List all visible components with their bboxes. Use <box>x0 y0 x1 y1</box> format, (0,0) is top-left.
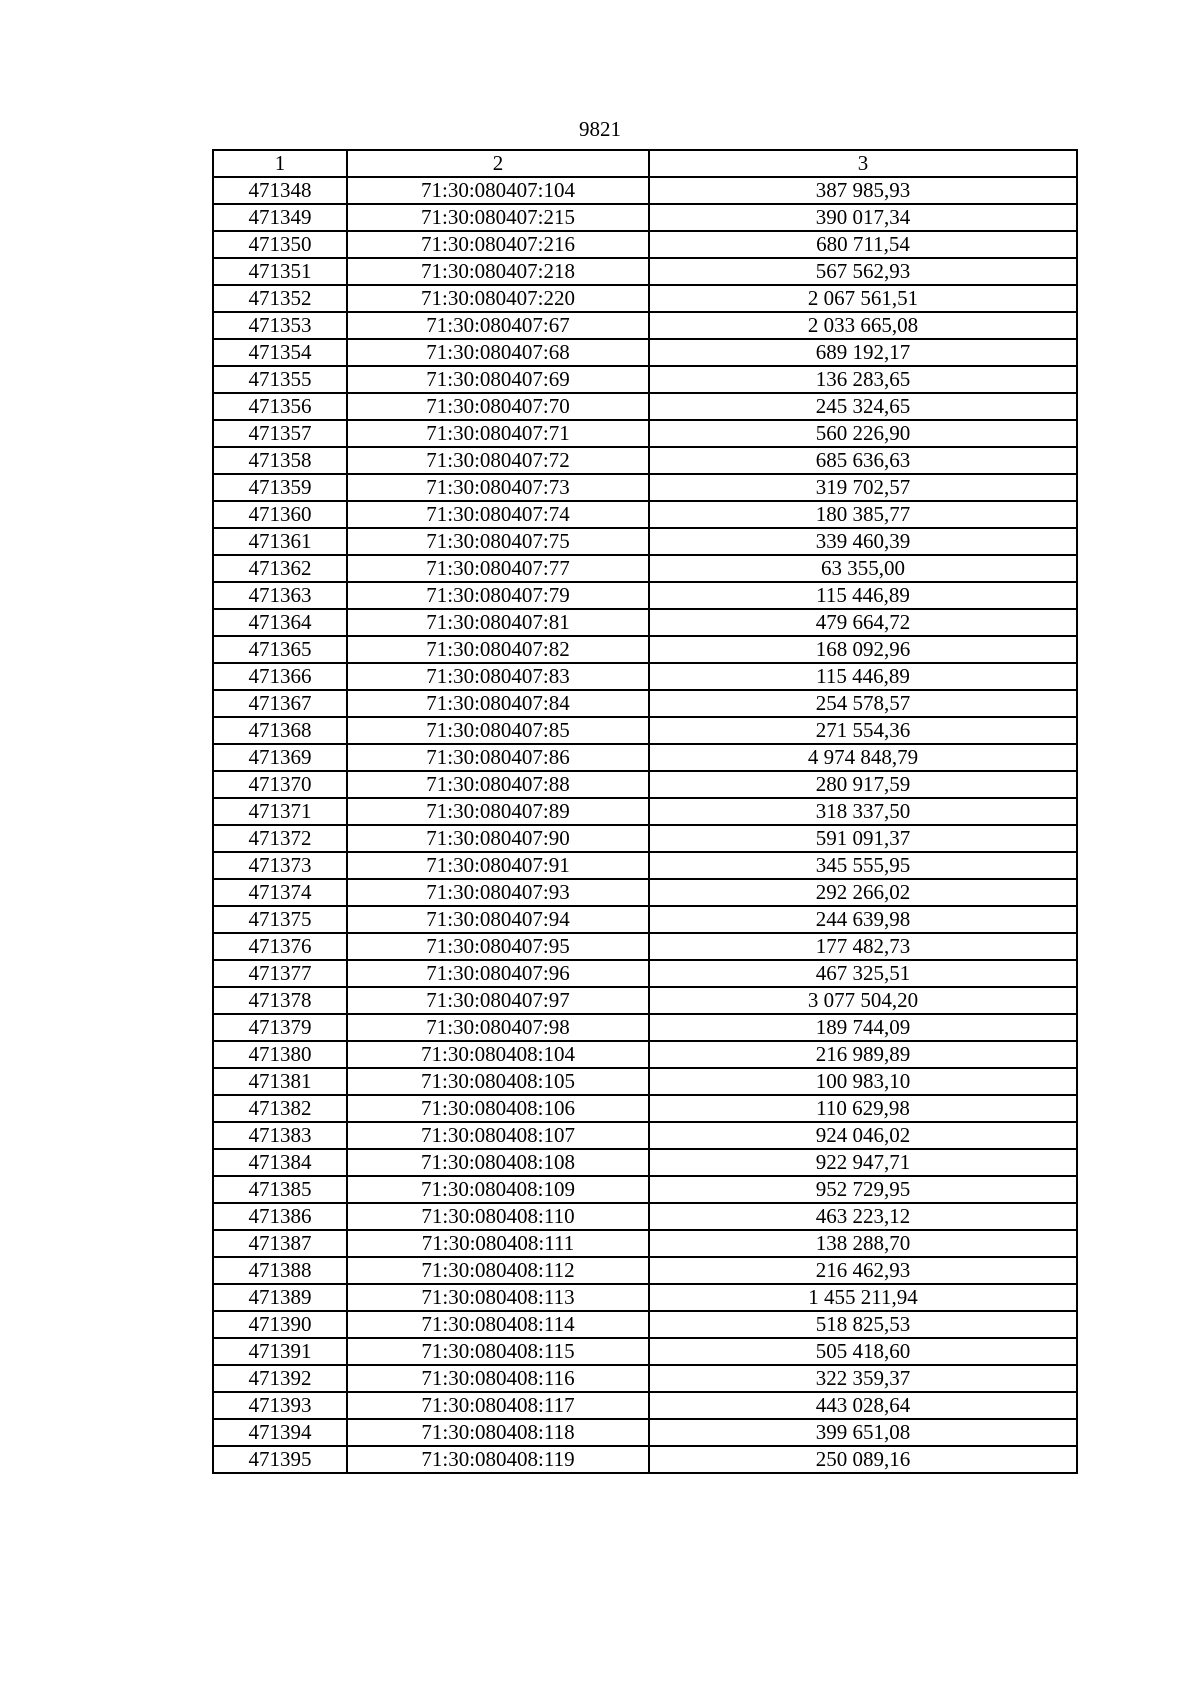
row-number-cell: 471360 <box>213 501 347 528</box>
cadastral-number-cell: 71:30:080407:90 <box>347 825 649 852</box>
value-cell: 685 636,63 <box>649 447 1077 474</box>
table-row <box>213 1041 1077 1068</box>
value-cell: 3 077 504,20 <box>649 987 1077 1014</box>
cadastral-number-cell: 71:30:080407:85 <box>347 717 649 744</box>
cadastral-number-cell: 71:30:080407:74 <box>347 501 649 528</box>
table-row <box>213 177 1077 204</box>
row-number-cell: 471385 <box>213 1176 347 1203</box>
cadastral-number-cell: 71:30:080407:95 <box>347 933 649 960</box>
table-row <box>213 1149 1077 1176</box>
value-cell: 387 985,93 <box>649 177 1077 204</box>
cadastral-number-cell: 71:30:080407:218 <box>347 258 649 285</box>
row-number-cell: 471389 <box>213 1284 347 1311</box>
table-row <box>213 312 1077 339</box>
table-row <box>213 1419 1077 1446</box>
row-number-cell: 471348 <box>213 177 347 204</box>
table-row <box>213 663 1077 690</box>
value-cell: 518 825,53 <box>649 1311 1077 1338</box>
column-header-2: 2 <box>347 150 649 177</box>
table-row <box>213 582 1077 609</box>
cadastral-number-cell: 71:30:080407:71 <box>347 420 649 447</box>
value-cell: 345 555,95 <box>649 852 1077 879</box>
value-cell: 189 744,09 <box>649 1014 1077 1041</box>
cadastral-number-cell: 71:30:080408:108 <box>347 1149 649 1176</box>
value-cell: 138 288,70 <box>649 1230 1077 1257</box>
cadastral-number-cell: 71:30:080408:112 <box>347 1257 649 1284</box>
cadastral-number-cell: 71:30:080407:97 <box>347 987 649 1014</box>
row-number-cell: 471358 <box>213 447 347 474</box>
value-cell: 216 462,93 <box>649 1257 1077 1284</box>
cadastral-number-cell: 71:30:080407:215 <box>347 204 649 231</box>
table-row <box>213 501 1077 528</box>
cadastral-number-cell: 71:30:080407:69 <box>347 366 649 393</box>
cadastral-number-cell: 71:30:080408:115 <box>347 1338 649 1365</box>
value-cell: 254 578,57 <box>649 690 1077 717</box>
table-row <box>213 258 1077 285</box>
row-number-cell: 471377 <box>213 960 347 987</box>
row-number-cell: 471379 <box>213 1014 347 1041</box>
cadastral-number-cell: 71:30:080408:118 <box>347 1419 649 1446</box>
table-row <box>213 1230 1077 1257</box>
table-row <box>213 1311 1077 1338</box>
table-row <box>213 879 1077 906</box>
cadastral-number-cell: 71:30:080407:93 <box>347 879 649 906</box>
row-number-cell: 471378 <box>213 987 347 1014</box>
value-cell: 479 664,72 <box>649 609 1077 636</box>
table-row <box>213 771 1077 798</box>
table-row <box>213 555 1077 582</box>
cadastral-number-cell: 71:30:080407:220 <box>347 285 649 312</box>
table-row <box>213 744 1077 771</box>
value-cell: 339 460,39 <box>649 528 1077 555</box>
value-cell: 463 223,12 <box>649 1203 1077 1230</box>
table-row <box>213 1176 1077 1203</box>
table-row <box>213 366 1077 393</box>
cadastral-number-cell: 71:30:080408:107 <box>347 1122 649 1149</box>
row-number-cell: 471369 <box>213 744 347 771</box>
row-number-cell: 471365 <box>213 636 347 663</box>
value-cell: 567 562,93 <box>649 258 1077 285</box>
cadastral-number-cell: 71:30:080407:96 <box>347 960 649 987</box>
page-number: 9821 <box>579 117 621 141</box>
cadastral-number-cell: 71:30:080407:75 <box>347 528 649 555</box>
row-number-cell: 471367 <box>213 690 347 717</box>
table-row <box>213 987 1077 1014</box>
table-row <box>213 1203 1077 1230</box>
value-cell: 922 947,71 <box>649 1149 1077 1176</box>
cadastral-number-cell: 71:30:080407:98 <box>347 1014 649 1041</box>
cadastral-number-cell: 71:30:080407:81 <box>347 609 649 636</box>
cadastral-number-cell: 71:30:080407:68 <box>347 339 649 366</box>
row-number-cell: 471383 <box>213 1122 347 1149</box>
row-number-cell: 471361 <box>213 528 347 555</box>
value-cell: 560 226,90 <box>649 420 1077 447</box>
cadastral-number-cell: 71:30:080407:94 <box>347 906 649 933</box>
table-row <box>213 393 1077 420</box>
row-number-cell: 471373 <box>213 852 347 879</box>
value-cell: 505 418,60 <box>649 1338 1077 1365</box>
value-cell: 467 325,51 <box>649 960 1077 987</box>
cadastral-number-cell: 71:30:080407:86 <box>347 744 649 771</box>
row-number-cell: 471359 <box>213 474 347 501</box>
table-row <box>213 933 1077 960</box>
row-number-cell: 471350 <box>213 231 347 258</box>
table-row <box>213 1068 1077 1095</box>
cadastral-number-cell: 71:30:080408:104 <box>347 1041 649 1068</box>
value-cell: 952 729,95 <box>649 1176 1077 1203</box>
cadastral-number-cell: 71:30:080407:73 <box>347 474 649 501</box>
table-row <box>213 609 1077 636</box>
row-number-cell: 471370 <box>213 771 347 798</box>
row-number-cell: 471393 <box>213 1392 347 1419</box>
table-header-row <box>213 150 1077 177</box>
table-row <box>213 717 1077 744</box>
row-number-cell: 471354 <box>213 339 347 366</box>
table-row <box>213 1284 1077 1311</box>
row-number-cell: 471390 <box>213 1311 347 1338</box>
value-cell: 591 091,37 <box>649 825 1077 852</box>
cadastral-number-cell: 71:30:080408:119 <box>347 1446 649 1473</box>
table-row <box>213 1446 1077 1473</box>
row-number-cell: 471381 <box>213 1068 347 1095</box>
value-cell: 100 983,10 <box>649 1068 1077 1095</box>
row-number-cell: 471388 <box>213 1257 347 1284</box>
row-number-cell: 471384 <box>213 1149 347 1176</box>
cadastral-number-cell: 71:30:080407:82 <box>347 636 649 663</box>
value-cell: 2 067 561,51 <box>649 285 1077 312</box>
row-number-cell: 471394 <box>213 1419 347 1446</box>
value-cell: 115 446,89 <box>649 663 1077 690</box>
row-number-cell: 471353 <box>213 312 347 339</box>
cadastral-number-cell: 71:30:080407:89 <box>347 798 649 825</box>
cadastral-number-cell: 71:30:080408:106 <box>347 1095 649 1122</box>
value-cell: 2 033 665,08 <box>649 312 1077 339</box>
value-cell: 271 554,36 <box>649 717 1077 744</box>
table-row <box>213 798 1077 825</box>
row-number-cell: 471386 <box>213 1203 347 1230</box>
table-row <box>213 231 1077 258</box>
value-cell: 216 989,89 <box>649 1041 1077 1068</box>
row-number-cell: 471371 <box>213 798 347 825</box>
table-row <box>213 1095 1077 1122</box>
data-table <box>212 149 1078 1474</box>
row-number-cell: 471392 <box>213 1365 347 1392</box>
value-cell: 115 446,89 <box>649 582 1077 609</box>
table-row <box>213 420 1077 447</box>
row-number-cell: 471395 <box>213 1446 347 1473</box>
column-header-1: 1 <box>213 150 347 177</box>
value-cell: 4 974 848,79 <box>649 744 1077 771</box>
table-row <box>213 447 1077 474</box>
value-cell: 250 089,16 <box>649 1446 1077 1473</box>
value-cell: 318 337,50 <box>649 798 1077 825</box>
table-row <box>213 960 1077 987</box>
value-cell: 292 266,02 <box>649 879 1077 906</box>
table-row <box>213 528 1077 555</box>
cadastral-number-cell: 71:30:080408:113 <box>347 1284 649 1311</box>
table-row <box>213 1122 1077 1149</box>
cadastral-number-cell: 71:30:080407:79 <box>347 582 649 609</box>
value-cell: 180 385,77 <box>649 501 1077 528</box>
cadastral-number-cell: 71:30:080407:77 <box>347 555 649 582</box>
value-cell: 319 702,57 <box>649 474 1077 501</box>
cadastral-number-cell: 71:30:080408:116 <box>347 1365 649 1392</box>
value-cell: 924 046,02 <box>649 1122 1077 1149</box>
row-number-cell: 471380 <box>213 1041 347 1068</box>
table-row <box>213 474 1077 501</box>
value-cell: 168 092,96 <box>649 636 1077 663</box>
value-cell: 443 028,64 <box>649 1392 1077 1419</box>
cadastral-number-cell: 71:30:080408:111 <box>347 1230 649 1257</box>
cadastral-number-cell: 71:30:080407:88 <box>347 771 649 798</box>
row-number-cell: 471364 <box>213 609 347 636</box>
table-row <box>213 285 1077 312</box>
cadastral-number-cell: 71:30:080408:105 <box>347 1068 649 1095</box>
row-number-cell: 471355 <box>213 366 347 393</box>
cadastral-number-cell: 71:30:080407:84 <box>347 690 649 717</box>
table-row <box>213 1392 1077 1419</box>
table-row <box>213 1338 1077 1365</box>
row-number-cell: 471391 <box>213 1338 347 1365</box>
column-header-3: 3 <box>649 150 1077 177</box>
value-cell: 280 917,59 <box>649 771 1077 798</box>
table-row <box>213 852 1077 879</box>
row-number-cell: 471362 <box>213 555 347 582</box>
table-row <box>213 204 1077 231</box>
value-cell: 390 017,34 <box>649 204 1077 231</box>
row-number-cell: 471366 <box>213 663 347 690</box>
cadastral-number-cell: 71:30:080408:114 <box>347 1311 649 1338</box>
cadastral-number-cell: 71:30:080407:91 <box>347 852 649 879</box>
row-number-cell: 471349 <box>213 204 347 231</box>
value-cell: 63 355,00 <box>649 555 1077 582</box>
cadastral-number-cell: 71:30:080407:70 <box>347 393 649 420</box>
row-number-cell: 471356 <box>213 393 347 420</box>
table-body <box>213 177 1077 1473</box>
table-row <box>213 1365 1077 1392</box>
value-cell: 245 324,65 <box>649 393 1077 420</box>
value-cell: 680 711,54 <box>649 231 1077 258</box>
row-number-cell: 471352 <box>213 285 347 312</box>
cadastral-number-cell: 71:30:080408:109 <box>347 1176 649 1203</box>
value-cell: 689 192,17 <box>649 339 1077 366</box>
table-row <box>213 1257 1077 1284</box>
row-number-cell: 471363 <box>213 582 347 609</box>
cadastral-number-cell: 71:30:080408:110 <box>347 1203 649 1230</box>
row-number-cell: 471372 <box>213 825 347 852</box>
cadastral-number-cell: 71:30:080408:117 <box>347 1392 649 1419</box>
row-number-cell: 471376 <box>213 933 347 960</box>
row-number-cell: 471387 <box>213 1230 347 1257</box>
cadastral-number-cell: 71:30:080407:67 <box>347 312 649 339</box>
cadastral-number-cell: 71:30:080407:72 <box>347 447 649 474</box>
row-number-cell: 471374 <box>213 879 347 906</box>
cadastral-number-cell: 71:30:080407:83 <box>347 663 649 690</box>
row-number-cell: 471357 <box>213 420 347 447</box>
table-row <box>213 636 1077 663</box>
table-row <box>213 906 1077 933</box>
cadastral-number-cell: 71:30:080407:216 <box>347 231 649 258</box>
value-cell: 399 651,08 <box>649 1419 1077 1446</box>
table-row <box>213 339 1077 366</box>
value-cell: 177 482,73 <box>649 933 1077 960</box>
table-row <box>213 1014 1077 1041</box>
value-cell: 136 283,65 <box>649 366 1077 393</box>
value-cell: 322 359,37 <box>649 1365 1077 1392</box>
value-cell: 244 639,98 <box>649 906 1077 933</box>
row-number-cell: 471368 <box>213 717 347 744</box>
value-cell: 1 455 211,94 <box>649 1284 1077 1311</box>
table-row <box>213 690 1077 717</box>
value-cell: 110 629,98 <box>649 1095 1077 1122</box>
row-number-cell: 471375 <box>213 906 347 933</box>
row-number-cell: 471382 <box>213 1095 347 1122</box>
table-row <box>213 825 1077 852</box>
row-number-cell: 471351 <box>213 258 347 285</box>
cadastral-number-cell: 71:30:080407:104 <box>347 177 649 204</box>
